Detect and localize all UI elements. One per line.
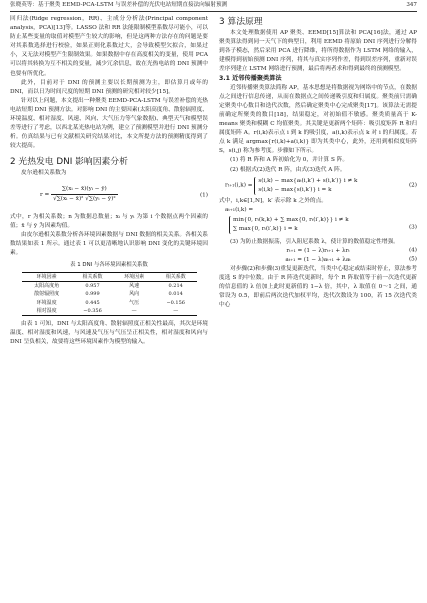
table-cell: 0.999 — [85, 291, 100, 298]
equation-number: (4) — [408, 247, 417, 254]
table-caption: 表 1 DNI 与各环境因素相关系数 — [70, 261, 148, 268]
eq3-case-2: ∑ max{0, rₜ(i′,k)} i = k — [233, 225, 298, 232]
equation-number: (1) — [199, 191, 208, 198]
table-cell: −0.356 — [72, 307, 114, 316]
equation-4 — [219, 247, 417, 256]
paragraph: 对步骤(2)和步骤(3)重复更新迭代，当类中心稳定或结束时停止，算法参考度选 S 的中位数。由于 R 阵迭代更新时，每个 R 阵取值等于前一次迭代更新的信息值的 λ 倍加上此时更新值的 1−λ 倍，其中，λ 取值在 0～1 之间，通常设为 0.5，即前后两次迭代加权平均，迭代次数设为 100，若 15 次迭代类中心 — [219, 265, 417, 309]
eq2-case-2: s(i,k) − max{s(i,k′)} i = k — [258, 186, 332, 193]
subsection-heading: 3.1 近邻传播聚类算法 — [219, 75, 282, 83]
table-cell: −0.156 — [166, 299, 185, 306]
table-cell: 太阳高度角 — [34, 283, 60, 290]
paragraph: 式中，i,k∈[1,N]，k′ 表示除 k 之外的点。 — [219, 197, 327, 204]
table-row — [22, 299, 197, 307]
eq1-fraction — [51, 185, 118, 204]
equation-3 — [219, 206, 417, 238]
paragraph: 本文处理数据使用 AP 聚类、EEMD[15]算法和 PCA[16]法，通过 AP 聚类算法得到同一天气下的典型日，利用 EEMD 将原始 DNI 序列进行分解得到各子模态，然后采用 PCA 进行降维，将所得数据作为 LSTM 网络的输入，建模得到初始预测 DNI 序列，将其与真实序列作差，得到误差序列，重新对误差序列建立 LSTM 网络进行预测，最后将两者求和得到最终的预测模型。 — [219, 30, 417, 73]
header-title: 张晓英等：基于聚类 EEMD-PCA-LSTM 与误差补偿的光伏电站短期直接法向辐射预测 — [10, 2, 228, 8]
paragraph: 由皮尔逊相关系数分析各环境因素数据与 DNI 数据的相关关系。各相关系数结果如表 1 所示。通过表 1 可以更清晰地认识影响 DNI 变化的关键环境因素。 — [10, 231, 208, 256]
step-text: (2) 根据式(2)迭代 R 阵，由式(3)迭代 A 阵。 — [230, 166, 346, 173]
eq4-body: rₜ₊₁ = (1 − λ)rₜ₊₁ + λrₜ — [286, 247, 350, 254]
paragraph: 回归法(Ridge regression，RR)、主成分分析法(Principal component analysis，PCA)[13]等。LASSO 法和 RR 法能限制模型系数尽可能小，可以防止某些变量的取值对模型产生较大的影响，但是这两种方法存在的问题是要对其系数选择进行校验，如果正则化系数过大，会导致模型欠拟合，如果过小，又无法对模型产生限制效果。如果数据中存在高度相关的变量，使用 PCA 可以将其转换为互不相关的变量，减少冗余信息，故在光热电站的 DNI 预测中也要有所优化。 — [10, 16, 208, 77]
step-text: (3) 为防止数据振荡，引入阻尼系数 λ，使计算的数值稳定性增强。 — [230, 238, 399, 245]
table-cell: 0.957 — [85, 283, 100, 290]
table-row — [22, 290, 197, 298]
paragraph: 式中，r 为相关系数；n 为数据总数量；xᵢ 与 yᵢ 为第 i 个数据点两个因素的值；x̄ 与 ȳ 为因素均值。 — [10, 213, 208, 229]
equation-1 — [10, 179, 208, 213]
paragraph: 近邻传播聚类算法简称 AP，基本思想是将数据视为网络中的节点，在数据点之间进行信息传递，从而在数据点之间传递吸引度和归属度。聚类前只需确定聚类中心数目和迭代次数，然后确定聚类中心完成聚类[17]。该算法无需提前确定所聚类的数目[18]，结果稳定，对初始值不敏感。聚类质量高于 K-means 聚类和模糊 C 均值聚类。其关键是更新两个矩阵：吸引度矩阵 R 和归属度矩阵 A。r(i,k)表示点 i 到 k 的吸引度，a(i,k)表示点 k 对 i 的归属度。若点 k 满足 argmax{r(i,k)+a(i,k)} 即为其类中心，此外，还用到相似度矩阵 S，s(i,j) 称为参考度。步骤如下所示。 — [219, 84, 417, 155]
eq1-lhs: r = — [40, 191, 50, 198]
table-cell: 相对湿度 — [22, 307, 72, 316]
eq3-case-1: min{0, rₜ(k,k) + ∑ max{0, rₜ(i′,k)}} i ≠ k — [233, 216, 349, 223]
eq3-cases — [229, 216, 349, 234]
eq2-case-1: s(i,k) − max{aₜ(i,k′) + s(i,k′)} i ≠ k — [258, 177, 358, 184]
table-cell: 风速 — [129, 283, 140, 290]
running-header — [10, 0, 417, 12]
table-header: 环境因素 — [113, 272, 155, 281]
eq2-lhs: rₜ₊₁(i,k) = — [225, 182, 253, 189]
table-cell: — — [113, 307, 155, 316]
step-text: (1) 将 R 阵和 A 阵初始化为 0，并计算 S 阵。 — [230, 157, 349, 164]
table-row — [22, 307, 197, 316]
paragraph: 针对以上问题，本文提出一种聚类 EEMD-PCA-LSTM 与误差补偿的光热电站短期 DNI 预测方法。对影响 DNI 的主要因素(太阳高度角、散射辐照度、环境温度、相对湿度、风速、风向、大气压力等气象数据)、典型天气和模型误差等进行了考虑，以西北某光热电站为例，建立了预测模型并进行 DNI 预测分析。仿真结果与已有文献相关研究结果对比，本文所提方法的预测精度得到了较大提高。 — [10, 97, 208, 150]
table-row — [22, 282, 197, 291]
table-header: 相关系数 — [155, 272, 197, 281]
equation-number: (2) — [408, 182, 417, 189]
correlation-table — [22, 272, 197, 316]
table-cell: 0.445 — [85, 299, 100, 306]
table-cell: 环境温度 — [36, 299, 57, 306]
eq5-body: aₜ₊₁ = (1 − λ)aₜ₊₁ + λaₜ — [285, 256, 351, 263]
eq3-lhs: aₜ₊₁(i,k) = — [225, 206, 254, 213]
table-cell: 散射辐照度 — [34, 291, 60, 298]
eq1-denominator: √∑(xᵢ − x̄)² √∑(yᵢ − ȳ)² — [53, 195, 116, 202]
page-number: 347 — [406, 2, 417, 8]
table-header: 相关系数 — [72, 272, 114, 281]
eq2-cases — [254, 177, 357, 195]
table-header: 环境因素 — [22, 272, 72, 281]
equation-5 — [219, 256, 417, 265]
equation-number: (3) — [408, 224, 417, 231]
eq1-numerator: ∑(xᵢ − x̄)(yᵢ − ȳ) — [51, 185, 118, 195]
left-column — [10, 15, 208, 347]
right-column — [219, 15, 417, 310]
paragraph: 此外，目前对于 DNI 的预测主要以长期预测为主，即估算月或年的 DNI，而以日为时间尺度的短期 DNI 预测的研究相对较少[15]。 — [10, 79, 208, 95]
section-heading: 3 算法原理 — [219, 17, 263, 27]
table-cell: 0.014 — [168, 291, 183, 298]
section-heading: 2 光热发电 DNI 影响因素分析 — [10, 157, 128, 168]
table-cell: 气压 — [129, 299, 140, 306]
paragraph: 由表 1 可知，DNI 与太阳高度角、散射辐照度正相关性最高，其次是环境温度、相对湿度和风速，与风速及气压与气压呈正相关性，相对湿度和风向与 DNI 呈负相关，故要将这些环境因素作为模型的输入。 — [10, 320, 208, 346]
table-cell: 风向 — [129, 291, 140, 298]
table-cell: 0.214 — [168, 283, 183, 290]
paragraph: 皮尔逊相关系数为 — [21, 170, 67, 177]
equation-number: (5) — [408, 256, 417, 263]
table-cell: — — [155, 307, 197, 316]
table-header-row — [22, 272, 197, 281]
equation-2 — [219, 175, 417, 197]
